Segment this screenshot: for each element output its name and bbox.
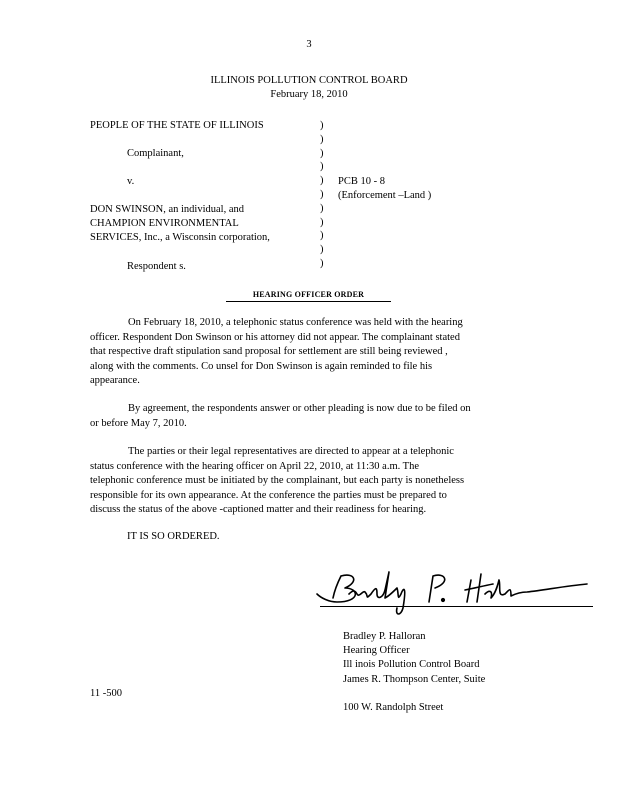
case-type: (Enforcement –Land ) <box>338 190 432 201</box>
signer-street: 100 W. Randolph Street <box>343 702 444 713</box>
paragraph-line: By agreement, the respondents answer or other pleading is now due to be filed on <box>128 403 471 414</box>
paragraph-line: or before May 7, 2010. <box>90 417 187 429</box>
versus-label: v. <box>127 176 135 187</box>
signer-title: Hearing Officer <box>343 645 410 656</box>
paragraph-1 <box>90 316 520 389</box>
paragraph-line: telephonic conference must be initiated by the complainant, but each party is nonetheless <box>90 475 465 487</box>
signature-line <box>320 606 593 607</box>
case-number: PCB 10 - 8 <box>338 176 385 187</box>
paragraph-line: appearance. <box>90 375 140 387</box>
closing-statement: IT IS SO ORDERED. <box>127 531 220 542</box>
signer-name: Bradley P. Halloran <box>343 631 426 642</box>
agency-heading: ILLINOIS POLLUTION CONTROL BOARD <box>210 75 408 86</box>
plaintiff-name: PEOPLE OF THE STATE OF ILLINOIS <box>90 120 264 131</box>
paragraph-3 <box>90 445 520 518</box>
paragraph-line: that respective draft stipulation sand proposal for settlement are still being reviewed , <box>90 346 448 358</box>
order-date: February 18, 2010 <box>270 89 348 100</box>
respondent-label: Respondent s. <box>127 261 186 272</box>
paragraph-line: status conference with the hearing officer on April 22, 2010, at 11:30 a.m. The <box>90 460 420 472</box>
paragraph-line: officer. Respondent Don Swinson or his attorney did not appear. The complainant stated <box>90 331 460 343</box>
caption-brackets: ) ) ) ) ) ) ) ) ) ) ) <box>320 120 324 269</box>
handwritten-signature <box>315 568 595 618</box>
order-title: HEARING OFFICER ORDER <box>226 289 391 302</box>
paragraph-line: discuss the status of the above -captioned matter and their readiness for hearing. <box>90 504 427 516</box>
paragraph-line: responsible for its own appearance. At the conference the parties must be prepared to <box>90 489 447 501</box>
complainant-label: Complainant, <box>127 148 184 159</box>
paragraph-line: The parties or their legal representatives are directed to appear at a telephonic <box>128 446 454 457</box>
paragraph-2 <box>90 402 520 431</box>
signer-board: Ill inois Pollution Control Board <box>343 659 480 670</box>
defendant-line-3: SERVICES, Inc., a Wisconsin corporation, <box>90 232 270 243</box>
defendant-line-2: CHAMPION ENVIRONMENTAL <box>90 218 239 229</box>
paragraph-line: On February 18, 2010, a telephonic status conference was held with the hearing <box>128 317 463 328</box>
page-number: 3 <box>306 39 312 50</box>
suite-number: 11 -500 <box>90 688 122 699</box>
signer-center: James R. Thompson Center, Suite <box>343 674 486 685</box>
defendant-line-1: DON SWINSON, an individual, and <box>90 204 244 215</box>
paragraph-line: along with the comments. Co unsel for Don Swinson is again reminded to file his <box>90 360 433 372</box>
